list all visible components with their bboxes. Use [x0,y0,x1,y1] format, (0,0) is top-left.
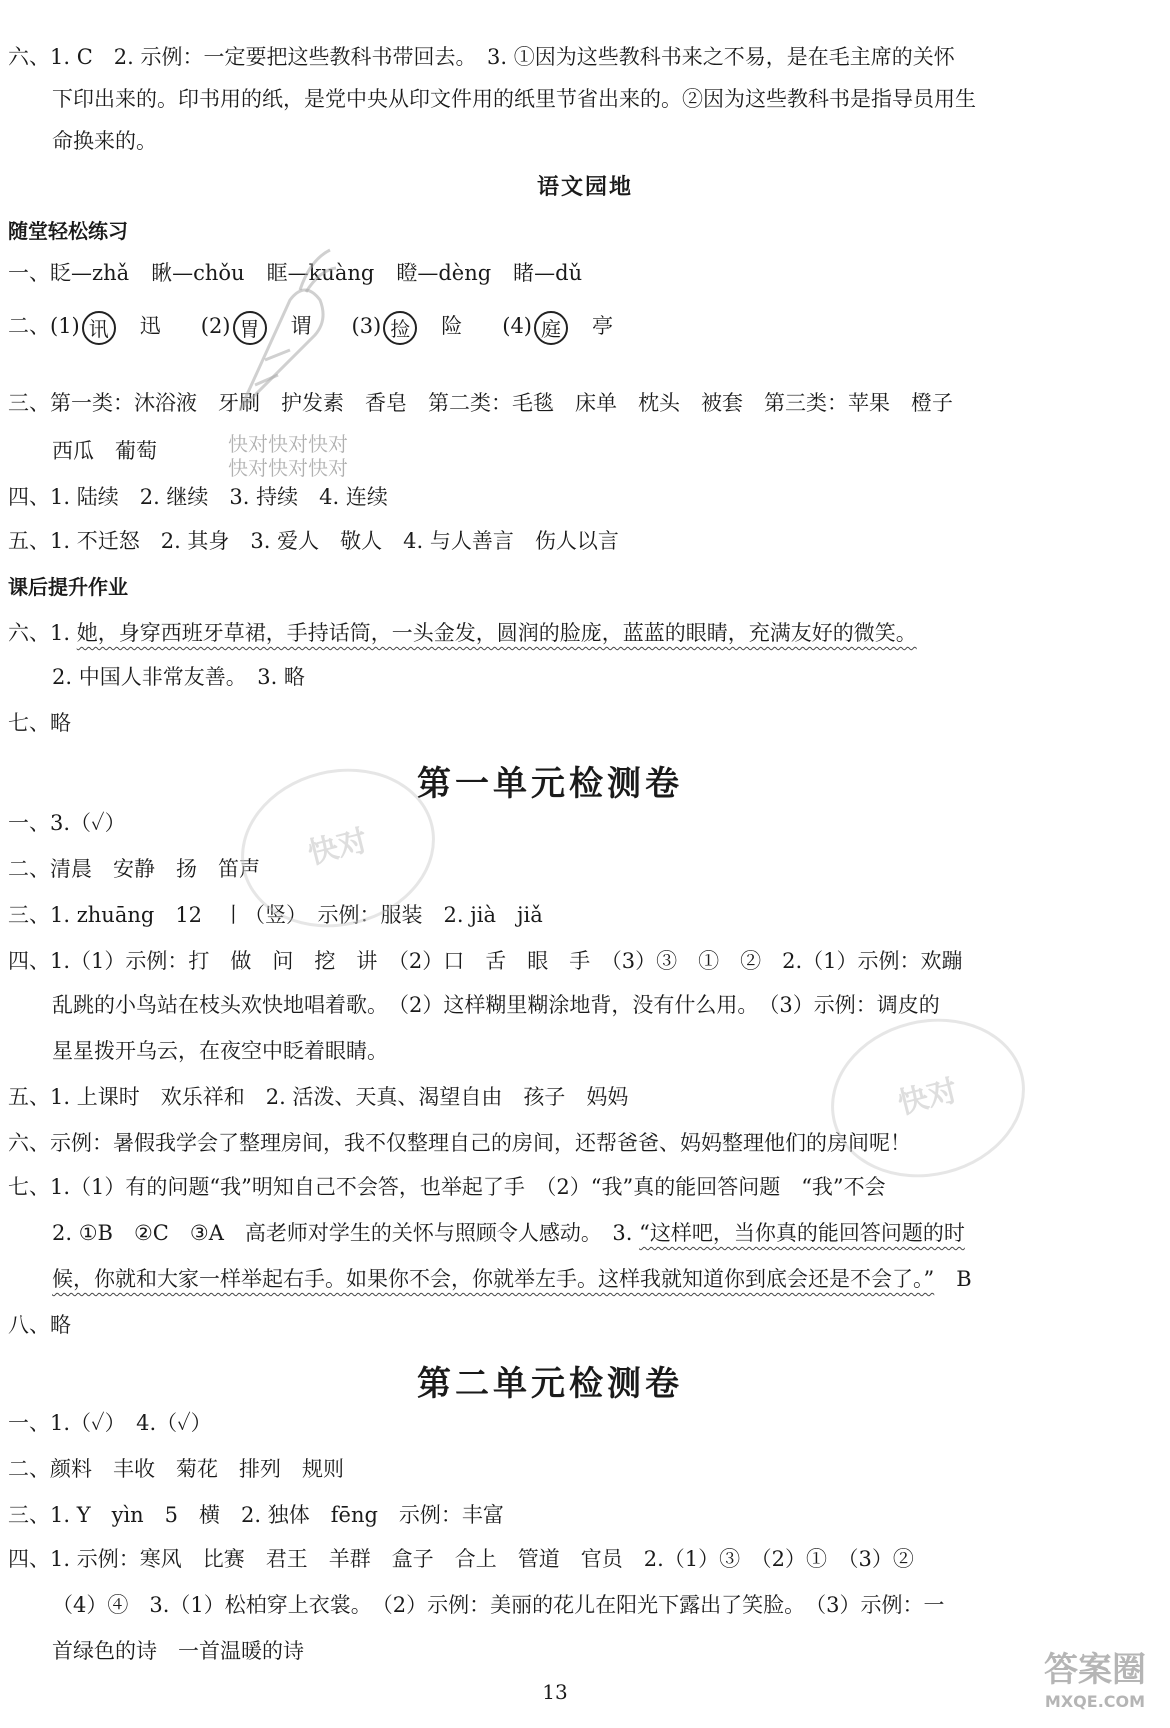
wavy-underlined-answer: 她，身穿西班牙草裙，手持话筒，一头金发，圆润的脸庞，蓝蓝的眼睛，充满友好的微笑。 [76,621,917,645]
answer-line: 下印出来的。印书用的纸，是党中央从印文件用的纸里节省出来的。②因为这些教科书是指导员用生 [52,87,976,111]
answer-line: 候，你就和大家一样举起右手。如果你不会，你就举左手。这样我就知道你到底会还是不会了。” B [52,1267,972,1291]
subsection-heading: 随堂轻松练习 [8,219,128,243]
unit-title: 第二单元检测卷 [417,1364,683,1404]
circled-character: 胃 [233,311,267,345]
answer-line: 八、略 [8,1313,71,1337]
site-logo: 答案圈 MXQE.COM [1044,1650,1146,1711]
answer-line: 2. 中国人非常友善。 3. 略 [52,665,305,689]
answer-line: 七、1.（1）有的问题“我”明知自己不会答，也举起了手 （2）“我”真的能回答问题 “我”不会 [8,1175,886,1199]
carrot-watermark-icon [220,240,340,430]
answer-line: 五、1. 不迁怒 2. 其身 3. 爱人 敬人 4. 与人善言 伤人以言 [8,529,619,553]
answer-line: 星星拨开乌云，在夜空中眨着眼睛。 [52,1039,388,1063]
subsection-heading: 课后提升作业 [8,575,128,599]
answer-line: 五、1. 上课时 欢乐祥和 2. 活泼、天真、渴望自由 孩子 妈妈 [8,1085,629,1109]
answer-line: 一、3.（✓） [8,811,126,835]
answer-line: 首绿色的诗 一首温暖的诗 [52,1639,304,1663]
answer-line: 三、1. zhuāng 12 丨（竖） 示例：服装 2. jià jiǎ [8,903,543,927]
answer-line: 三、1. Y yìn 5 横 2. 独体 fēng 示例：丰富 [8,1503,504,1527]
answer-line-q2: 二、(1) 讯 迅 (2) 胃 谓 (3) 捡 险 (4) 庭 亭 [8,308,1162,345]
answer-line: 二、颜料 丰收 菊花 排列 规则 [8,1457,344,1481]
circled-character: 庭 [534,311,568,345]
answer-line: 六、1. C 2. 示例：一定要把这些教科书带回去。 3. ①因为这些教科书来之不易，是在毛主席的关怀 [8,45,955,69]
answer-line: 四、1.（1）示例：打 做 问 挖 讲 （2）口 舌 眼 手 （3）③ ① ② 2.（1）示例：欢蹦 [8,949,963,973]
circled-character: 讯 [82,311,116,345]
section-title-yuwen: 语文园地 [536,175,633,200]
answer-line: 乱跳的小鸟站在枝头欢快地唱着歌。 （2）这样糊里糊涂地背，没有什么用。 （3）示例：调皮的 [52,993,940,1017]
answer-line: 命换来的。 [52,129,157,153]
answer-line: （4）④ 3.（1）松柏穿上衣裳。 （2）示例：美丽的花儿在阳光下露出了笑脸。 （3）示例：一 [52,1593,945,1617]
answer-line-q1: 一、眨—zhǎ 瞅—chǒu 眶—kuàng 瞪—dèng 睹—dǔ [8,261,583,285]
circled-character: 捡 [383,311,417,345]
unit-title: 第一单元检测卷 [417,764,683,804]
answer-line: 六、示例：暑假我学会了整理房间，我不仅整理自己的房间，还帮爸爸、妈妈整理他们的房间呢！ [8,1131,911,1155]
page-number: 13 [542,1680,568,1704]
answer-line: 一、1.（✓） 4.（✓） [8,1411,212,1435]
answer-line: 三、第一类：沐浴液 牙刷 护发素 香皂 第二类：毛毯 床单 枕头 被套 第三类：苹果 橙子 [8,391,953,415]
watermark-stamp: 快对 [224,749,452,948]
answer-line: 西瓜 葡萄 [52,439,157,463]
answer-line: 四、1. 示例：寒风 比赛 君王 羊群 盒子 合上 管道 官员 2.（1）③ （2）① （3）② [8,1547,914,1571]
wavy-underlined-answer: “这样吧，当你真的能回答问题的时 [639,1221,965,1245]
watermark-text: 快对快对快对 快对快对快对 [228,432,348,480]
watermark-stamp: 快对 [814,999,1042,1198]
answer-line-q6: 六、1. 她，身穿西班牙草裙，手持话筒，一头金发，圆润的脸庞，蓝蓝的眼睛，充满友好的微笑。 [8,621,917,645]
answer-line: 七、略 [8,711,71,735]
answer-line: 2. ①B ②C ③A 高老师对学生的关怀与照顾令人感动。 3. “这样吧，当你真的能回答问题的时 [52,1221,965,1245]
answer-line: 二、清晨 安静 扬 笛声 [8,857,260,881]
answer-line: 四、1. 陆续 2. 继续 3. 持续 4. 连续 [8,485,388,509]
wavy-underlined-answer: 候，你就和大家一样举起右手。如果你不会，你就举左手。这样我就知道你到底会还是不会了。” [52,1267,935,1291]
